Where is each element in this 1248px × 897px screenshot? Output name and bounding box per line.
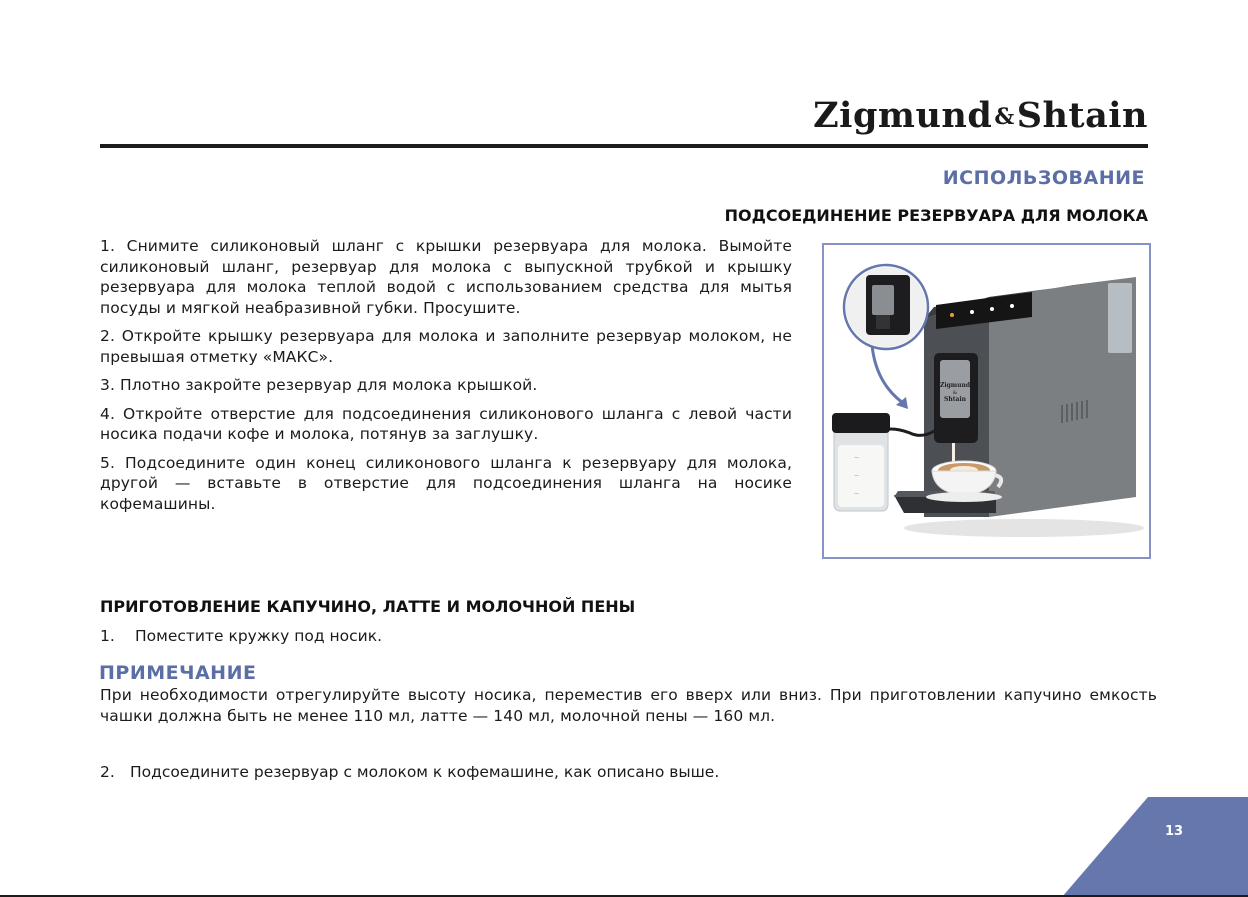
step-text: Поместите кружку под носик. — [135, 627, 383, 645]
cappuccino-section-title: ПРИГОТОВЛЕНИЕ КАПУЧИНО, ЛАТТЕ И МОЛОЧНОЙ ПЕНЫ — [100, 597, 636, 616]
step-number: 2. — [100, 763, 115, 781]
note-title: ПРИМЕЧАНИЕ — [99, 662, 257, 684]
corner-decoration — [1062, 797, 1248, 897]
note-text: При необходимости отрегулируйте высоту носика, переместив его вверх или вниз. При приготовлении капучино емкость чашки должна быть не менее 110 мл, латте — 140 мл, молочной пены — 160 мл. — [100, 686, 1157, 725]
svg-text:—: — — [854, 455, 859, 461]
connection-step-1: 1. Снимите силиконовый шланг с крышки резервуара для молока. Вымойте силиконовый шланг, резервуар для молока с выпускной трубкой и крышку резервуара для молока теплой водой с использованием средства для мытья посуды и мягкой неабразивной губки. Просушите. — [100, 237, 792, 317]
brand-ampersand: & — [994, 104, 1015, 130]
step-text: Подсоедините резервуар с молоком к кофемашине, как описано выше. — [130, 763, 720, 781]
page-number: 13 — [1165, 824, 1184, 839]
machine-label-1: Zigmund — [939, 382, 971, 389]
header-divider — [100, 144, 1148, 148]
step-number: 1. — [100, 627, 115, 645]
machine-label-amp: & — [952, 390, 958, 396]
brand-name-left: Zigmund — [813, 95, 993, 136]
brand-logo — [813, 95, 1148, 136]
coffee-machine-illustration — [824, 245, 1149, 557]
svg-text:—: — — [854, 491, 859, 497]
cappuccino-step-2 — [100, 762, 719, 782]
connection-step-2: 2. Откройте крышку резервуара для молока и заполните резервуар молоком, не превышая отметку «МАКС». — [100, 327, 792, 366]
svg-text:—: — — [854, 473, 859, 479]
connection-step-5: 5. Подсоедините один конец силиконового шланга к резервуару для молока, другой — вставьте в отверстие для подсоединения шланга на носике кофемашины. — [100, 453, 792, 513]
machine-label-2: Shtain — [944, 396, 966, 403]
brand-name-right: Shtain — [1016, 95, 1148, 136]
coffee-machine-photo — [822, 243, 1151, 559]
connection-steps — [100, 236, 792, 522]
cappuccino-step-1 — [100, 626, 382, 646]
connection-step-3: 3. Плотно закройте резервуар для молока крышкой. — [100, 376, 538, 394]
connection-step-4: 4. Откройте отверстие для подсоединения силиконового шланга с левой части носика подачи кофе и молока, потянув за заглушку. — [100, 404, 792, 443]
section-title: ИСПОЛЬЗОВАНИЕ — [942, 167, 1145, 189]
subsection-title: ПОДСОЕДИНЕНИЕ РЕЗЕРВУАРА ДЛЯ МОЛОКА — [724, 206, 1148, 225]
